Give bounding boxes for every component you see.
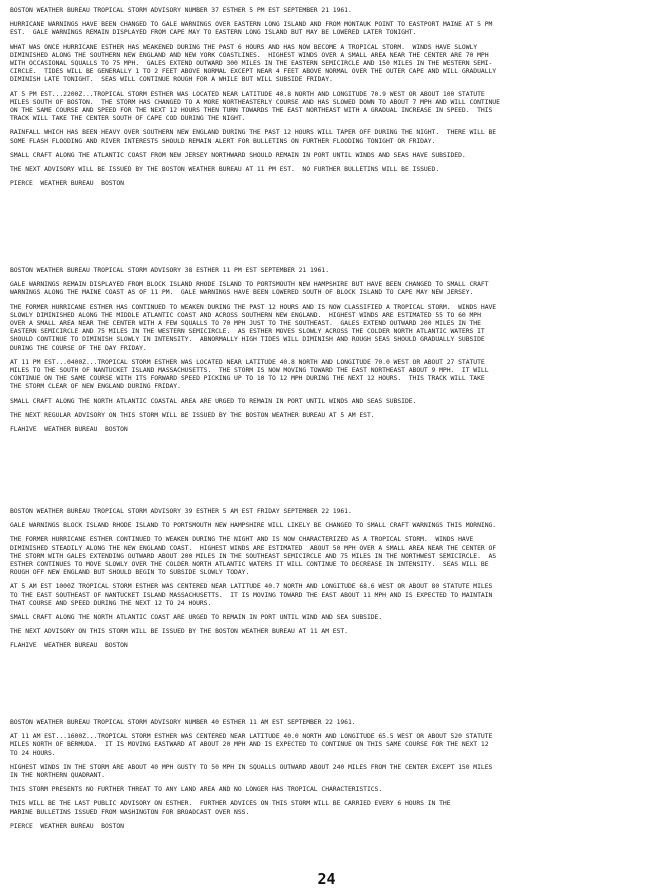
advisory-paragraph: THIS WILL BE THE LAST PUBLIC ADVISORY ON ESTHER. FURTHER ADVICES ON THIS STORM WILL BE CARRIED EVERY 6 HOURS IN THE MARINE BULLETINS ISSUED FROM WASHINGTON FOR BROADCAST OVER NSS. [10,799,451,816]
advisory-paragraph: WHAT WAS ONCE HURRICANE ESTHER HAS WEAKENED DURING THE PAST 6 HOURS AND HAS NOW BECOME A TROPICAL STORM. WINDS HAVE SLOWLY DIMINISHED ALONG THE SOUTHERN NEW ENGLAND AND NEW YORK COASTLINES. HIGHEST WINDS OVER A SMALL AREA NEAR THE CENTER ARE 70 MPH WITH OCCASIONAL SQUALLS TO 75 MPH. GALES EXTEND OUTWARD 300 MILES IN THE EASTERN SEMICIRCLE AND 150 MILES IN THE WESTERN SEMI- CIRCLE. TIDES WILL BE GENERALLY 1 TO 2 FEET ABOVE NORMAL EXCEPT NEAR 4 FEET ABOVE NORMAL OVER THE OUTER CAPE AND WILL GRADUALLY DIMINISH LATE TONIGHT. SEAS WILL CONTINUE ROUGH FOR A WHILE BUT WILL SUBSIDE FRIDAY. [10,42,497,84]
advisory-paragraph: GALE WARNINGS REMAIN DISPLAYED FROM BLOCK ISLAND RHODE ISLAND TO PORTSMOUTH NEW HAMPSHIRE BUT HAVE BEEN CHANGED TO SMALL CRAFT WARNINGS ALONG THE MAINE COAST AS OF 11 PM. GALE WARNINGS HAVE BEEN LOWERED SOUTH OF BLOCK ISLAND TO CAPE MAY NEW JERSEY. [10,280,489,297]
advisory-signature: FLAHIVE WEATHER BUREAU BOSTON [10,641,128,650]
advisory-paragraph: RAINFALL WHICH HAS BEEN HEAVY OVER SOUTHERN NEW ENGLAND DURING THE PAST 12 HOURS WILL TAPER OFF DURING THE NIGHT. THERE WILL BE SOME FLASH FLOODING AND RIVER INTERESTS SHOULD REMAIN ALERT FOR BULLETINS ON FURTHER FLOODING TONIGHT OR FRIDAY. [10,128,497,145]
page-number: 24 [317,870,336,888]
advisory-paragraph: THE NEXT ADVISORY WILL BE ISSUED BY THE BOSTON WEATHER BUREAU AT 11 PM EST. NO FURTHER BULLETINS WILL BE ISSUED. [10,165,440,174]
advisory-paragraph: THE FORMER HURRICANE ESTHER HAS CONTINUED TO WEAKEN DURING THE PAST 12 HOURS AND IS NOW CLASSIFIED A TROPICAL STORM. WINDS HAVE SLOWLY DIMINISHED ALONG THE MIDDLE ATLANTIC COAST AND ACROSS SOUTHERN NEW ENGLAND. HIGHEST WINDS ARE ESTIMATED 55 TO 60 MPH OVER A SMALL AREA NEAR THE CENTER WITH A FEW SQUALLS TO 70 MPH JUST TO THE SOUTHEAST. GALES EXTEND OUTWARD 200 MILES IN THE EASTERN SEMICIRCLE AND 75 MILES IN THE WESTERN SEMICIRCLE. AS ESTHER MOVES SLOWLY ACROSS THE COLDER NORTH ATLANTIC WATERS IT SHOULD CONTINUE TO DIMINISH SLOWLY IN INTENSITY. ABNORMALLY HIGH TIDES WILL DIMINISH AND ROUGH SEAS SHOULD GRADUALLY SUBSIDE DURING THE COURSE OF THE DAY FRIDAY. [10,302,497,352]
advisory-header: BOSTON WEATHER BUREAU TROPICAL STORM ADVISORY NUMBER 40 ESTHER 11 AM EST SEPTEMBER 22 1961. [10,718,356,726]
advisory-signature: PIERCE WEATHER BUREAU BOSTON [10,179,124,188]
advisory-paragraph: SMALL CRAFT ALONG THE NORTH ATLANTIC COAST ARE URGED TO REMAIN IN PORT UNTIL WIND AND SEA SUBSIDE. [10,613,383,622]
advisory-paragraph: SMALL CRAFT ALONG THE ATLANTIC COAST FROM NEW JERSEY NORTHWARD SHOULD REMAIN IN PORT UNTIL WINDS AND SEAS HAVE SUBSIDED. [10,150,466,159]
advisory-paragraph: HURRICANE WARNINGS HAVE BEEN CHANGED TO GALE WARNINGS OVER EASTERN LONG ISLAND AND FROM MONTAUK POINT TO EASTPORT MAINE AT 5 PM EST. GALE WARNINGS REMAIN DISPLAYED FROM CAPE MAY TO EASTERN LONG ISLAND BUT MAY BE LOWERED LATER TONIGHT. [10,20,493,37]
advisory-signature: PIERCE WEATHER BUREAU BOSTON [10,821,124,830]
advisory-paragraph: AT 5 AM EST 1000Z TROPICAL STORM ESTHER WAS CENTERED NEAR LATITUDE 40.7 NORTH AND LONGITUDE 68.6 WEST OR ABOUT 80 STATUTE MILES TO THE EAST SOUTHEAST OF NANTUCKET ISLAND MASSACHUSETTS. IT IS MOVING TOWARD THE EAST ABOUT 11 MPH AND IS EXPECTED TO MAINTAIN THAT COURSE AND SPEED DURING THE NEXT 12 TO 24 HOURS. [10,582,493,607]
advisory-header: BOSTON WEATHER BUREAU TROPICAL STORM ADVISORY 38 ESTHER 11 PM EST SEPTEMBER 21 1961. [10,266,329,274]
advisory-paragraph: THIS STORM PRESENTS NO FURTHER THREAT TO ANY LAND AREA AND NO LONGER HAS TROPICAL CHARACTERISTICS. [10,785,383,794]
advisory-paragraph: THE NEXT ADVISORY ON THIS STORM WILL BE ISSUED BY THE BOSTON WEATHER BUREAU AT 11 AM EST. [10,627,348,636]
advisory-38 [10,266,645,439]
advisory-37 [10,6,645,193]
advisory-paragraph: AT 5 PM EST...2200Z...TROPICAL STORM ESTHER WAS LOCATED NEAR LATITUDE 40.8 NORTH AND LONGITUDE 70.9 WEST OR ABOUT 100 STATUTE MILES SOUTH OF BOSTON. THE STORM HAS CHANGED TO A MORE NORTHEASTERLY COURSE AND HAS SLOWED DOWN TO ABOUT 7 MPH AND WILL CONTINUE ON THE SAME COURSE AND SPEED FOR THE NEXT 12 HOURS THEN TURN TOWARDS THE EAST NORTHEAST WITH A GRADUAL INCREASE IN SPEED. THIS TRACK WILL TAKE THE CENTER SOUTH OF CAPE COD DURING THE NIGHT. [10,89,500,123]
advisory-paragraph: GALE WARNINGS BLOCK ISLAND RHODE ISLAND TO PORTSMOUTH NEW HAMPSHIRE WILL LIKELY BE CHANGED TO SMALL CRAFT WARNINGS THIS MORNING. [10,521,497,530]
advisory-paragraph: HIGHEST WINDS IN THE STORM ARE ABOUT 40 MPH GUSTY TO 50 MPH IN SQUALLS OUTWARD ABOUT 240 MILES FROM THE CENTER EXCEPT 150 MILES IN THE NORTHERN QUADRANT. [10,762,493,780]
advisory-signature: FLAHIVE WEATHER BUREAU BOSTON [10,425,128,434]
advisory-paragraph: SMALL CRAFT ALONG THE NORTH ATLANTIC COASTAL AREA ARE URGED TO REMAIN IN PORT UNTIL WINDS AND SEAS SUBSIDE. [10,396,417,405]
advisory-paragraph: THE FORMER HURRICANE ESTHER CONTINUED TO WEAKEN DURING THE NIGHT AND IS NOW CHARACTERIZED AS A TROPICAL STORM. WINDS HAVE DIMINISHED STEADILY ALONG THE NEW ENGLAND COAST. HIGHEST WINDS ARE ESTIMATED ABOUT 50 MPH OVER A SMALL AREA NEAR THE CENTER OF THE STORM WITH GALES EXTENDING OUTWARD ABOUT 200 MILES IN THE SOUTHEAST SEMICIRCLE AND 75 MILES IN THE NORTHWEST SEMICIRCLE. AS ESTHER CONTINUES TO MOVE SLOWLY OVER THE COLDER NORTH ATLANTIC WATERS IT WILL CONTINUE TO DECREASE IN INTENSITY. SEAS WILL BE ROUGH OFF NEW ENGLAND BUT SHOULD BEGIN TO SUBSIDE SLOWLY TODAY. [10,535,497,577]
advisory-header: BOSTON WEATHER BUREAU TROPICAL STORM ADVISORY 39 ESTHER 5 AM EST FRIDAY SEPTEMBER 22 1961. [10,507,352,515]
advisory-paragraph: AT 11 PM EST...0400Z...TROPICAL STORM ESTHER WAS LOCATED NEAR LATITUDE 40.8 NORTH AND LONGITUDE 70.0 WEST OR ABOUT 27 STATUTE MILES TO THE SOUTH OF NANTUCKET ISLAND MASSACHUSETTS. THE STORM IS NOW MOVING TOWARD THE EAST NORTHEAST ABOUT 9 MPH. IT WILL CONTINUE ON THE SAME COURSE WITH ITS FORWARD SPEED PICKING UP TO 10 TO 12 MPH DURING THE NEXT 12 HOURS. THIS TRACK WILL TAKE THE STORM CLEAR OF NEW ENGLAND DURING FRIDAY. [10,357,489,391]
advisory-paragraph: THE NEXT REGULAR ADVISORY ON THIS STORM WILL BE ISSUED BY THE BOSTON WEATHER BUREAU AT 5 AM EST. [10,410,375,419]
advisory-39 [10,507,645,656]
advisory-header: BOSTON WEATHER BUREAU TROPICAL STORM ADVISORY NUMBER 37 ESTHER 5 PM EST SEPTEMBER 21 1961. [10,6,352,14]
advisory-40 [10,718,645,836]
advisory-paragraph: AT 11 AM EST...1600Z...TROPICAL STORM ESTHER WAS CENTERED NEAR LATITUDE 40.0 NORTH AND LONGITUDE 65.5 WEST OR ABOUT 520 STATUTE MILES NORTH OF BERMUDA. IT IS MOVING EASTWARD AT ABOUT 20 MPH AND IS EXPECTED TO CONTINUE ON THIS SAME COURSE FOR THE NEXT 12 TO 24 HOURS. [10,732,493,757]
